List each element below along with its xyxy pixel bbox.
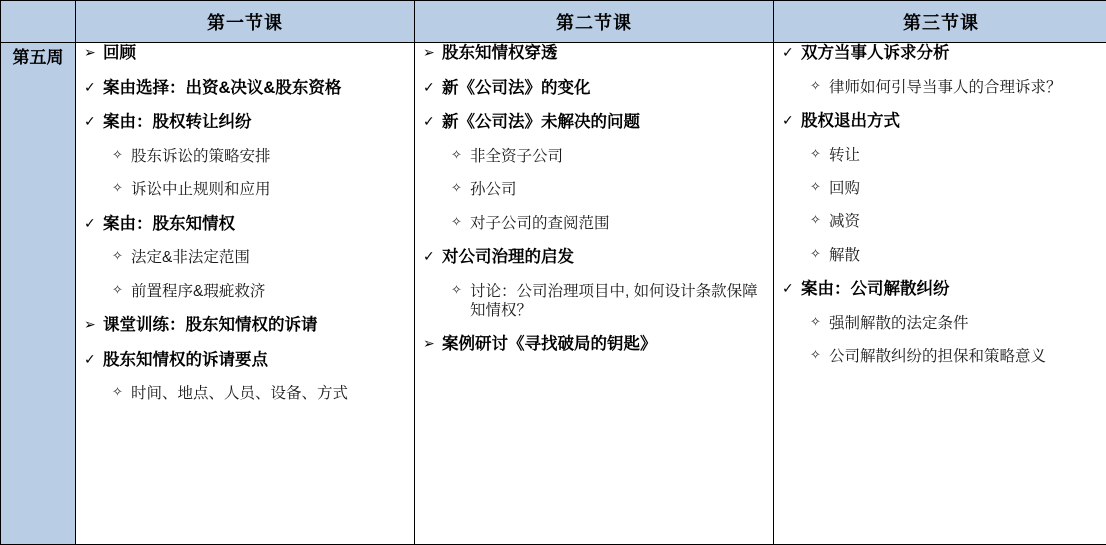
week-label: 第五周 xyxy=(1,43,76,545)
check-marker-icon: ✓ xyxy=(84,113,96,130)
list-item-label: 双方当事人诉求分析 xyxy=(801,44,950,62)
diamond-marker-icon: ✧ xyxy=(810,212,821,228)
diamond-marker-icon: ✧ xyxy=(451,281,462,297)
session-3-item-list xyxy=(774,43,1106,367)
check-marker-icon: ✓ xyxy=(423,248,435,264)
check-marker-icon: ✓ xyxy=(84,214,96,231)
diamond-marker-icon: ✧ xyxy=(810,313,821,329)
diamond-marker-icon: ✧ xyxy=(810,179,821,194)
list-item xyxy=(415,282,773,321)
list-item-label: 孙公司 xyxy=(470,181,517,199)
list-item xyxy=(774,146,1106,165)
list-item-label: 转让 xyxy=(829,146,861,164)
header-session-2: 第二节课 xyxy=(415,1,774,43)
session-2-item-list xyxy=(415,43,773,355)
diamond-marker-icon: ✧ xyxy=(451,146,462,162)
check-marker-icon: ✓ xyxy=(84,78,96,95)
diamond-marker-icon: ✧ xyxy=(451,180,462,196)
list-item xyxy=(415,78,773,99)
list-item xyxy=(415,112,773,133)
list-item-label: 非全资子公司 xyxy=(470,147,564,165)
list-item-label: 股东诉讼的策略安排 xyxy=(131,147,271,165)
list-item-label: 时间、地点、人员、设备、方式 xyxy=(131,385,349,403)
list-item-label: 前置程序&瑕疵救济 xyxy=(131,282,266,300)
diamond-marker-icon: ✧ xyxy=(112,281,123,297)
list-item-label: 案由：股权转让纠纷 xyxy=(103,113,252,132)
list-item-label: 强制解散的法定条件 xyxy=(829,314,969,332)
list-item xyxy=(774,179,1106,198)
list-item xyxy=(76,147,414,166)
list-item xyxy=(774,43,1106,64)
list-item xyxy=(415,214,773,233)
list-item xyxy=(774,212,1106,231)
list-item xyxy=(76,315,414,336)
diamond-marker-icon: ✧ xyxy=(112,180,123,196)
arrow-marker-icon: ➢ xyxy=(84,316,96,332)
table-header-row xyxy=(1,1,1106,43)
diamond-marker-icon: ✧ xyxy=(112,248,123,264)
list-item-label: 案由选择：出资&决议&股东资格 xyxy=(103,78,342,97)
list-item-label: 法定&非法定范围 xyxy=(131,249,250,267)
table-body-row xyxy=(1,43,1106,545)
list-item xyxy=(76,78,414,99)
list-item xyxy=(415,180,773,199)
list-item-label: 对子公司的查阅范围 xyxy=(470,214,610,232)
list-item-label: 股东知情权穿透 xyxy=(442,44,558,62)
diamond-marker-icon: ✧ xyxy=(451,213,462,229)
list-item-label: 减资 xyxy=(829,213,861,231)
check-marker-icon: ✓ xyxy=(84,350,96,367)
diamond-marker-icon: ✧ xyxy=(810,145,821,161)
list-item xyxy=(76,350,414,371)
check-marker-icon: ✓ xyxy=(782,112,794,128)
session-cell-1 xyxy=(76,43,415,545)
session-1-item-list xyxy=(76,43,414,404)
list-item-label: 公司解散纠纷的担保和策略意义 xyxy=(829,348,1047,366)
list-item xyxy=(774,246,1106,265)
diamond-marker-icon: ✧ xyxy=(810,77,821,93)
list-item-label: 诉讼中止规则和应用 xyxy=(131,181,271,199)
list-item xyxy=(415,147,773,166)
list-item xyxy=(76,248,414,267)
check-marker-icon: ✓ xyxy=(782,44,794,60)
list-item-label: 解散 xyxy=(829,246,861,264)
list-item-label: 回购 xyxy=(829,180,861,197)
list-item-label: 新《公司法》未解决的问题 xyxy=(442,113,640,132)
list-item-label: 案例研讨《寻找破局的钥匙》 xyxy=(442,335,657,354)
list-item-label: 案由：股东知情权 xyxy=(103,214,235,233)
list-item xyxy=(774,314,1106,333)
list-item xyxy=(774,279,1106,300)
header-session-1: 第一节课 xyxy=(76,1,415,43)
list-item-label: 新《公司法》的变化 xyxy=(442,78,591,97)
list-item xyxy=(415,247,773,268)
list-item xyxy=(415,43,773,64)
diamond-marker-icon: ✧ xyxy=(112,384,123,400)
list-item xyxy=(415,334,773,355)
arrow-marker-icon: ➢ xyxy=(84,44,96,60)
list-item-label: 股东知情权的诉请要点 xyxy=(103,350,268,369)
check-marker-icon: ✓ xyxy=(782,280,794,297)
list-item-label: 回顾 xyxy=(103,44,136,62)
arrow-marker-icon: ➢ xyxy=(423,44,435,60)
arrow-marker-icon: ➢ xyxy=(423,335,435,352)
check-marker-icon: ✓ xyxy=(423,78,435,95)
list-item xyxy=(774,111,1106,132)
session-cell-3 xyxy=(774,43,1106,545)
diamond-marker-icon: ✧ xyxy=(810,245,821,261)
header-corner-cell xyxy=(1,1,76,43)
list-item-label: 对公司治理的启发 xyxy=(442,248,574,266)
diamond-marker-icon: ✧ xyxy=(112,146,123,162)
list-item-label: 股权退出方式 xyxy=(801,112,900,130)
list-item-label: 律师如何引导当事人的合理诉求？ xyxy=(829,78,1062,96)
header-session-3: 第三节课 xyxy=(774,1,1106,43)
diamond-marker-icon: ✧ xyxy=(810,347,821,363)
list-item-label: 课堂训练：股东知情权的诉请 xyxy=(103,316,318,334)
list-item xyxy=(76,384,414,403)
list-item xyxy=(774,78,1106,97)
list-item-label: 案由：公司解散纠纷 xyxy=(801,280,950,299)
list-item xyxy=(76,112,414,133)
list-item xyxy=(76,214,414,235)
check-marker-icon: ✓ xyxy=(423,113,435,130)
list-item xyxy=(76,43,414,64)
list-item xyxy=(76,180,414,199)
list-item xyxy=(76,282,414,301)
list-item-label: 讨论：公司治理项目中, 如何设计条款保障知情权？ xyxy=(470,282,758,319)
list-item xyxy=(774,347,1106,366)
session-cell-2 xyxy=(415,43,774,545)
